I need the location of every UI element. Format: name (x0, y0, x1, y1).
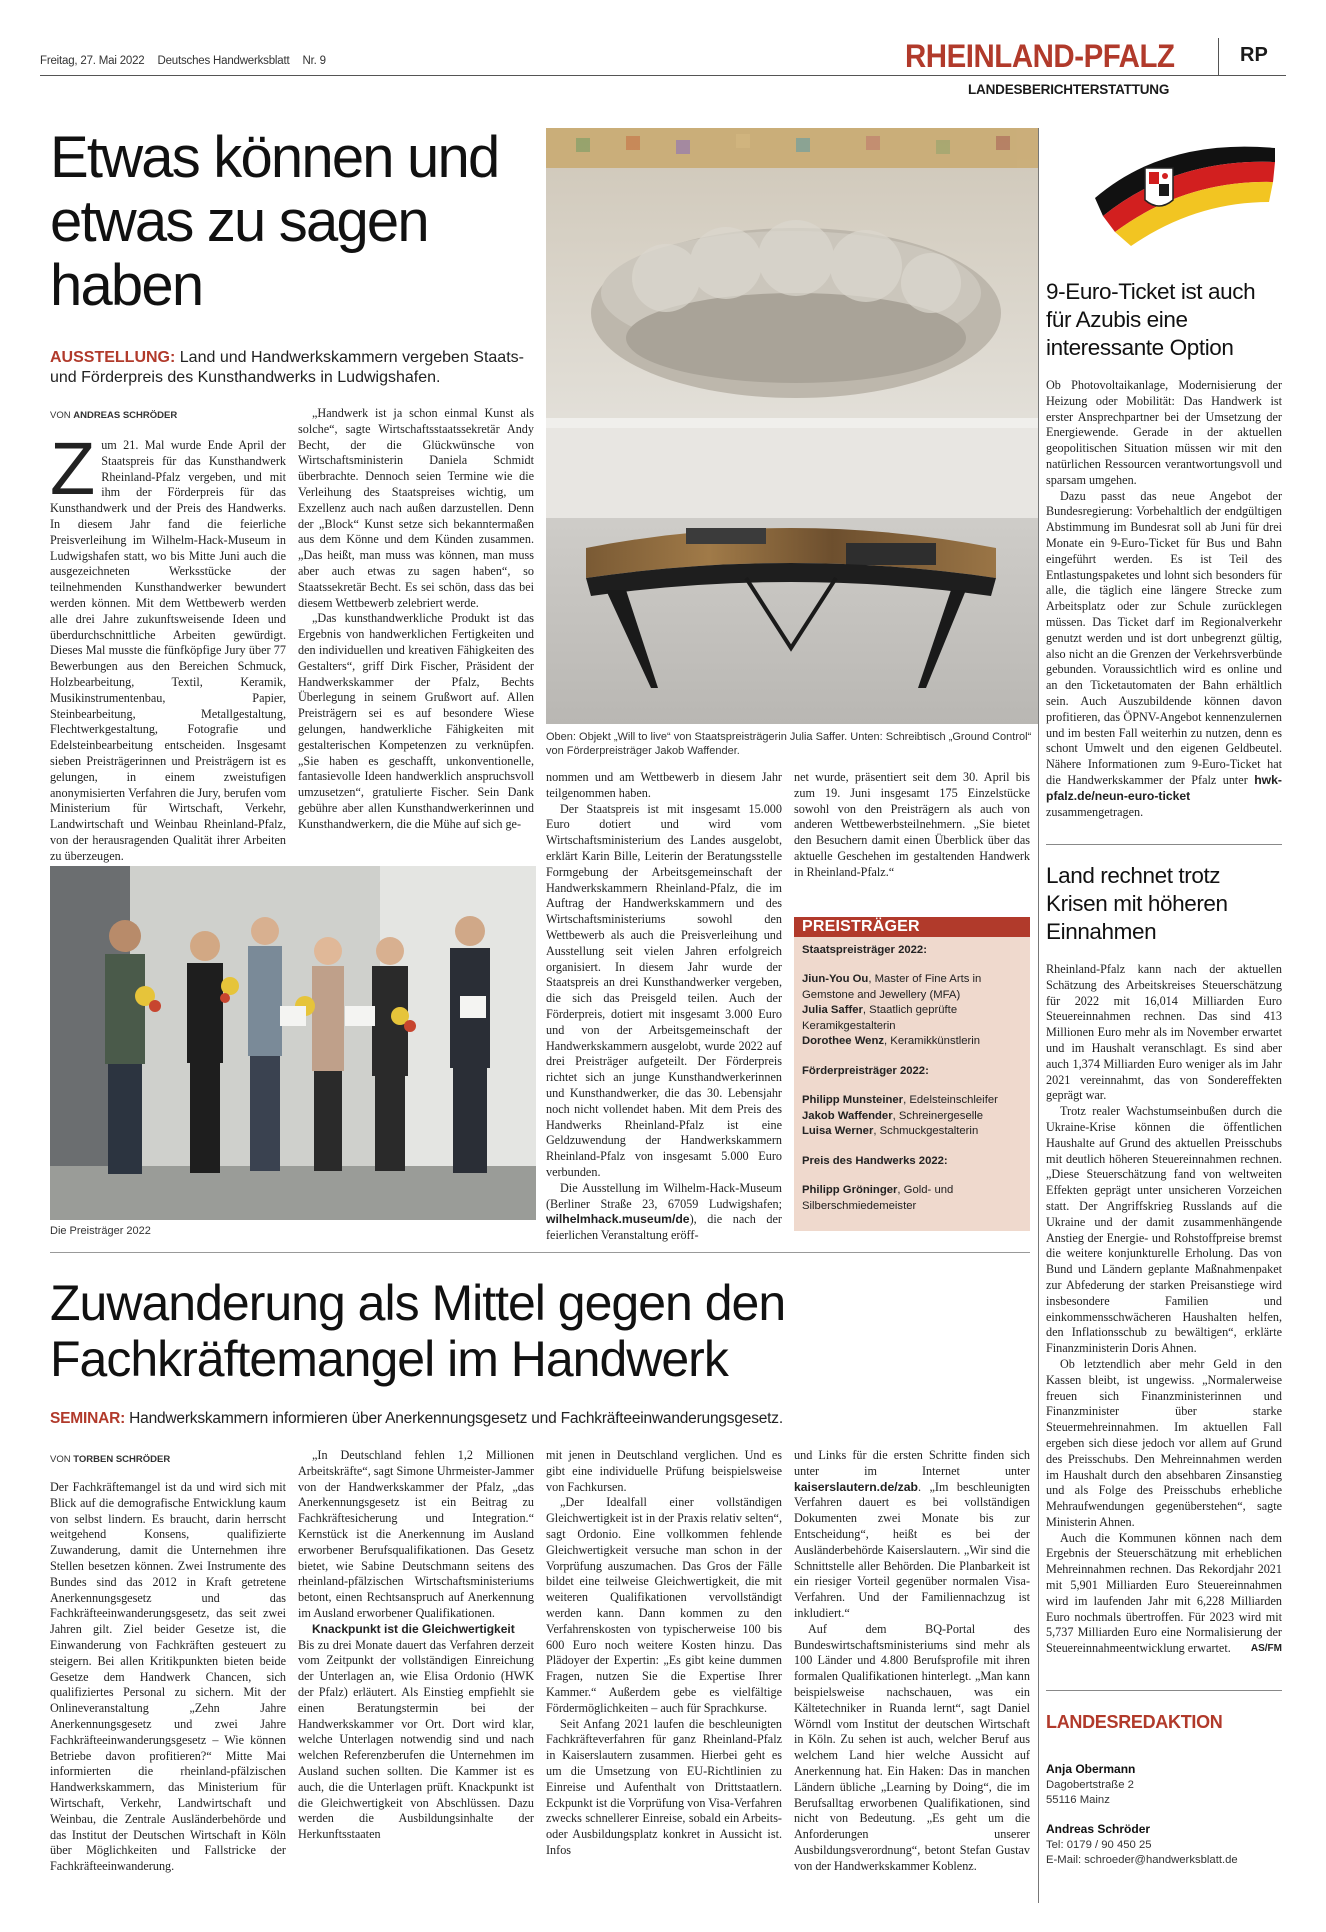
kicker-text: Handwerkskammern informieren über Anerkennungsgesetz und Fachkräfteeinwanderungsgesetz. (129, 1410, 783, 1427)
winner-desc: , Gold- und Silberschmiedemeister (802, 1184, 954, 1212)
article-headline: Zuwanderung als Mittel gegen den Fachkräftemangel im Handwerk (50, 1275, 786, 1387)
group-photo-caption: Die Preisträger 2022 (50, 1225, 151, 1237)
editorial-title: LANDESREDAKTION (1046, 1712, 1223, 1732)
author-signature: AS/FM (1250, 1643, 1282, 1655)
winner-desc: , Schreinergeselle (892, 1109, 984, 1122)
article-column-1 (50, 427, 286, 865)
paragraph: Seit Anfang 2021 laufen die beschleunigten Fachkräfteverfahren für ganz Rheinland-Pfalz in Kaiserslautern zusammen. Hierbei geht es um die Umsetzung von EU-Richtlinien zu Einreise und Aufenthalt von Drittstaatlern. Eckpunkt ist die Vorprüfung von Visa-Verfahren zwecks schnellerer Einreise, sobald ein Arbeits- oder Ausbildungsplatz konkret in Aussicht ist. Infos (546, 1716, 782, 1857)
winner-desc: , Master of Fine Arts in Gemstone and Jewellery (MFA) (802, 973, 982, 1001)
editorial-contacts (1046, 1762, 1282, 1868)
article-kicker (50, 1410, 1030, 1428)
paragraph: mit jenen in Deutschland verglichen. Und es gibt eine individuelle Prüfung beispielsweise von Fachkursen. (546, 1448, 782, 1494)
text: . „Im beschleunigten Verfahren dauert es bei vollständigen Dokumenten zwei Monate bis zur Entscheidung“, heißt es bei der Ausländerbehörde Kaiserslautern. „Wir sind die Schnittstelle aller Behörden. Die Planbarkeit ist ein riesiger Vorteil gegenüber normalen Visa-Verfahren. Und der Familiennachzug ist inkludiert.“ (794, 1479, 1030, 1620)
prize-group (802, 1064, 1022, 1140)
region-title: RHEINLAND-PFALZ (905, 38, 1175, 74)
paragraph: um 21. Mal wurde Ende April der Staatspreis für das Kunsthandwerk Rheinland-Pfalz vergeben, und mit ihm der Förderpreis für das Kunsthandwerk und der Preis des Handwerks. In diesem Jahr fand die feierliche Preisverleihung im Wilhelm-Hack-Museum in Ludwigshafen statt, wo bis Mitte Juni auch die ausgezeichneten Werksstücke der teilnehmenden Kunsthandwerker bewundert werden können. Mit dem Wettbewerb werden alle drei Jahre zukunftsweisende Ideen und überdurchschnittliche Arbeiten gewürdigt. Dieses Mal musste die fünfköpfige Jury über 77 Bewerbungen aus den Bereichen Schmuck, Holzbearbeitung, Textil, Keramik, Musikinstrumentenbau, Papier, Steinbearbeitung, Metallgestaltung, Flechtwerkgestaltung, Fotografie und Edelsteinbearbeitung entscheiden. Insgesamt sieben Preisträgerinnen und Preisträgern ist es gelungen, in einem zweistufigen anonymisierten Verfahren die Jury, berufen vom Ministerium für Wirtschaft, Verkehr, Landwirtschaft und Weinbau Rheinland-Pfalz, von der herausragenden Qualität ihrer Arbeiten zu überzeugen. (50, 438, 286, 863)
paragraph: Der Staatspreis ist mit insgesamt 15.000 Euro dotiert und wird vom Wirtschaftsministerium des Landes ausgelobt, erklärt Karin Bille, Leiterin der Beratungsstelle Formgebung der Arbeitsgemeinschaft der Handwerkskammern Rheinland-Pfalz, die im Auftrag der Handwerkskammern und des Wirtschaftsministeriums sowohl den Wettbewerb als auch die Preisverleihung und Ausstellung seit vielen Jahren erfolgreich organisiert. In diesem Jahr wurde der Staatspreis an drei Kunsthandwerker vergeben, die sich das Preisgeld teilen. Auch der Förderpreis, dotiert mit insgesamt 3.000 Euro und von der Arbeitsgemeinschaft der Handwerkskammern ausgelobt, wurde 2022 auf drei Preisträger aufgeteilt. Der Förderpreis richtet sich an junge Kunsthandwerkerinnen und Kunsthandwerker, die das 30. Lebensjahr noch nicht vollendet haben. Mit dem Preis des Handwerks Rheinland-Pfalz ist eine Geldzuwendung der Handwerkskammern Rheinland-Pfalz von insgesamt 5.000 Euro verbunden. (546, 801, 782, 1179)
exhibit-photo (546, 128, 1038, 724)
winner-name: Jakob Waffender (802, 1109, 893, 1122)
article-column-2 (298, 406, 534, 833)
contact-name: Anja Obermann (1046, 1762, 1136, 1776)
paragraph: Auf dem BQ-Portal des Bundeswirtschaftsministeriums sind mehr als 100 Länder und 4.800 Berufsprofile mit ihren formalen Qualifikationen hinterlegt. „Man kann beispielsweise nachschauen, was ein Kältetechniker in Ruanda lernt“, sagt Daniel Wörndl vom Institut der deutschen Wirtschaft in Köln. Zu sehen ist auch, welcher Beruf aus welchem Land hier welche Aussicht auf Anerkennung hat. Ein Haken: Das in manchen Ländern übliche „Learning by Doing“, die im Berufsalltag erworbenen Qualifikationen, sind nicht von Bedeutung. „Es geht um die Anforderungen unserer Ausbildungsverordnung“, betont Stefan Gustav von der Handwerkskammer Koblenz. (794, 1621, 1030, 1873)
article-column-1 (50, 1480, 286, 1875)
article-column-4 (794, 770, 1030, 881)
paragraph: „In Deutschland fehlen 1,2 Millionen Arbeitskräfte“, sagt Simone Uhrmeister-Jammer von der Handwerkskammer der Pfalz, „das Anerkennungsgesetz ist ein Beitrag zu Fachkräftesicherung und Integration.“ Kernstück ist die Anerkennung im Ausland erworbener Berufsqualifikationen. Das Gesetz bietet, wie Sabine Deutschmann seitens des rheinland-pfälzischen Wirtschaftsministeriums betont, einen Rechtsanspruch auf Anerkennung im Ausland erworbener Qualifikationen. (298, 1448, 534, 1620)
prize-winners-box (794, 917, 1030, 1231)
issue-date: Freitag, 27. Mai 2022 (40, 55, 145, 67)
byline (50, 1454, 170, 1465)
paragraph: Ob letztendlich aber mehr Geld in den Kassen bleibt, ist ungewiss. „Normalerweise freuen sich Finanzministerinnen und Finanzminister über starke Steuermehreinnahmen. Im aktuellen Fall ergeben sich diese jedoch vor allem auf Grund des Preisschubs. Den Mehreinnahmen werden im Haushalt durch den absehbaren Zinsanstieg und als Folge des Preisschubs erhebliche Mehraufwendungen gegenüberstehen“, sagte Ministerin Ahnen. (1046, 1356, 1282, 1529)
text: und Links für die ersten Schritte finden sich unter im Internet unter (794, 1448, 1030, 1478)
winner-desc: , Schmuckgestalterin (873, 1125, 979, 1137)
text: Auch die Kommunen können nach dem Ergebnis der Steuerschätzung mit erheblichen Mehreinnahmen rechnen. Das Rekordjahr 2021 mit 5,901 Milliarden Euro Steuereinnahmen wird im laufenden Jahr mit 6,228 Milliarden Euro nochmals übertroffen. Für 2023 wird mit 5,737 Milliarden Euro eine Normalisierung der Steuereinnahmeentwicklung erwartet. (1046, 1530, 1282, 1656)
exhibit-photo-illustration (546, 128, 1038, 724)
sidebar-headline: 9-Euro-Ticket ist auch für Azubis eine interessante Option (1046, 279, 1256, 360)
paragraph: Ob Photovoltaikanlage, Modernisierung der Heizung oder Mobilität: Das Handwerk ist erster Ansprechpartner bei der Umsetzung der Energiewende. Gerade in der aktuellen geopolitischen Situation müssen wir mit den natürlichen Ressourcen verantwortungsvoll und sparsam umgehen. (1046, 378, 1282, 487)
paragraph (546, 1181, 782, 1244)
article-column-3 (546, 770, 782, 1244)
ticket-info-link[interactable]: hwk-pfalz.de/neun-euro-ticket (1046, 772, 1282, 803)
byline (50, 410, 177, 421)
winner-desc: , Keramikkünstlerin (884, 1035, 981, 1047)
sidebar-article-body (1046, 378, 1282, 820)
winner-name: Luisa Werner (802, 1125, 874, 1137)
article-kicker (50, 348, 540, 388)
paragraph (1046, 1531, 1282, 1657)
kicker-label: AUSSTELLUNG: (50, 349, 176, 366)
paragraph: net wurde, präsentiert seit dem 30. April bis zum 19. Juni insgesamt 175 Einzelstücke sowohl von den Preisträgern als auch von anderen Wettbewerbsteilnehmern. „Sie bietet den Besuchern damit einen Überblick über das aktuelle Geschehen im gestaltenden Handwerk in Rheinland-Pfalz.“ (794, 770, 1030, 879)
byline-prefix: VON (50, 1454, 71, 1465)
prize-group-heading: Preis des Handwerks 2022: (802, 1154, 948, 1167)
paragraph: „Der Idealfall einer vollständigen Gleichwertigkeit ist in der Praxis relativ selten“, sagt Ordonio. Eine vollkommen fehlende Gleichwertigkeit versuche man schon in der Vorprüfung auszumachen. Das Gros der Fälle bildet eine teilweise Gleichwertigkeit, die mit weiteren Qualifikationen vervollständigt werden kann. Dann kommen zu den Verfahrenskosten von typischerweise 100 bis 600 Euro noch weitere Kosten hinzu. Das Plädoyer der Expertin: „Es gibt keine dummen Fragen, nutzen Sie die Expertise Ihrer Kammer.“ Außerdem gebe es vielfältige Fördermöglichkeiten – auch für Sprachkurse. (546, 1495, 782, 1715)
exhibit-photo-caption: Oben: Objekt „Will to live“ von Staatspreisträgerin Julia Saffer. Unten: Schreibtisch „Ground Control“ von Förderpreisträger Jakob Waffender. (546, 731, 1032, 757)
flag-icon (1085, 128, 1285, 248)
paragraph (794, 1448, 1030, 1622)
header-divider (1218, 38, 1219, 76)
sidebar-article-body (1046, 962, 1282, 1657)
sidebar-separator (1046, 844, 1282, 845)
prize-group (802, 943, 1022, 1050)
prize-entry (802, 1124, 1022, 1140)
prize-entry (802, 1093, 1022, 1109)
article-column-3 (546, 1448, 782, 1859)
winner-name: Dorothee Wenz (802, 1035, 885, 1047)
paragraph: Trotz realer Wachstumseinbußen durch die Ukraine-Krise können die öffentlichen Haushalte auf Grund des aktuellen Preisschubs mit deutlich höheren Steuereinnahmen rechnen. „Diese Steuerschätzung fand von weltweiten Effekten geprägt unter unsicheren Vorzeichen statt. Der Angriffskrieg Russlands auf die Ukraine und der damit zusammenhängende Anstieg der Energie- und Rohstoffpreise bremst die weitere konjunkturelle Erholung. Das von Bund und Ländern geplante Maßnahmenpaket zur Abfederung der starken Preisanstiege wird insbesondere Familien und einkommensschwächeren Haushalten helfen, den Inflationsschub zu bewältigen“, erklärte Finanzministerin Doris Ahnen. (1046, 1104, 1282, 1356)
winner-name: Jiun-You Ou (802, 973, 869, 985)
kicker-label: SEMINAR: (50, 1410, 126, 1427)
prize-entry (802, 1183, 1022, 1214)
article-headline: Etwas können und etwas zu sagen haben (50, 125, 499, 318)
contact-name: Andreas Schröder (1046, 1822, 1151, 1836)
text: ), die nach der feierlichen Veranstaltung eröff- (546, 1212, 782, 1243)
paragraph: „Das kunsthandwerkliche Produkt ist das Ergebnis von handwerklichen Fertigkeiten und den individuellen und kreativen Fähigkeiten des Gestalters“, griff Dirk Fischer, Präsident der Handwerkskammer der Pfalz, Bechts Überlegung in seinem Grußwort auf. Allen Preisträgern sei es auf besondere Wiese gelungen, handwerkliche Fähigkeiten mit gestalterischen Kompetenzen zu verknüpfen. „Sie haben es geschafft, unkonventionelle, fantasievolle Ideen handwerklich anspruchsvoll umzusetzen“, gratulierte Fischer. Sein Dank gebühre aber allen Kunsthandwerkerinnen und Kunsthandwerkern, die die Mühe auf sich ge- (298, 611, 534, 831)
paragraph: „Handwerk ist ja schon einmal Kunst als solche“, sagte Wirtschaftsstaatssekretär Andy Becht, der die Glückwünsche von Wirtschaftsministerin Daniela Schmidt überbrachte. Dennoch seien Termine wie die Verleihung des Staatspreises wichtig, um Exzellenz auch nach außen darzustellen. Denn der „Block“ Kunst setze sich bekanntermaßen aus dem Könne und dem Künden zusammen. „Das heißt, man muss was können, man muss aber auch etwas zu sagen haben“, so Staatssekretär Becht. Es sei schön, dass das bei diesem Wettbewerb zelebriert werde. (298, 406, 534, 610)
prize-entry (802, 1109, 1022, 1125)
prize-entry (802, 972, 1022, 1003)
group-photo (50, 866, 536, 1220)
kaiserslautern-link[interactable]: kaiserslautern.de/zab (794, 1479, 918, 1494)
paragraph: nommen und am Wettbewerb in diesem Jahr teilgenommen haben. (546, 770, 782, 800)
contact-street: Dagobertstraße 2 (1046, 1779, 1134, 1791)
byline-author: ANDREAS SCHRÖDER (73, 410, 178, 421)
subheading: Knackpunkt ist die Gleichwertigkeit (312, 1621, 515, 1636)
sidebar-headline: Land rechnet trotz Krisen mit höheren Einnahmen (1046, 863, 1228, 944)
byline-author: TORBEN SCHRÖDER (73, 1454, 171, 1465)
winner-desc: , Edelsteinschleifer (903, 1094, 998, 1106)
region-code: RP (1240, 44, 1268, 66)
sidebar-separator (1046, 1690, 1282, 1691)
header-rule (40, 75, 1286, 76)
text: Die Ausstellung im Wilhelm-Hack-Museum (Berliner Straße 23, 67059 Ludwigshafen; (546, 1180, 782, 1211)
winner-name: Julia Saffer (802, 1004, 863, 1016)
byline-prefix: VON (50, 410, 71, 421)
paragraph: Der Fachkräftemangel ist da und wird sich mit Blick auf die demografische Entwicklung kaum von selbst lindern. Es braucht, darin herrscht weitgehend Konsens, qualifizierte Zuwanderung, damit die Unternehmen ihre Stellen besetzen können. Zwei Instrumente des Bundes sind das 2012 in Kraft getretene Anerkennungsgesetz und das Fachkräfteeinwanderungsgesetz, das seit zwei Jahren gilt. Ziel beider Gesetze ist, die Einwanderung von Fachkräften gesteuert zu steigern. Bei allen Kritikpunkten bieten beide Gesetze dem Handwerk Chancen, sich qualifiziertes Personal zu sichern. Mit der Onlineveranstaltung „Zehn Jahre Anerkennungsgesetz und zwei Jahre Fachkräfteeinwanderungsgesetz – Wie können Betriebe davon profitieren?“ Mitte Mai informierten die rheinland-pfälzischen Handwerkskammern, das Ministerium für Wirtschaft, Verkehr, Landwirtschaft und Weinbau, die Zentrale Ausländerbehörde und das Institut der Deutschen Wirtschaft in Köln über Möglichkeiten und Fallstricke der Fachkräfteeinwanderung. (50, 1480, 286, 1874)
prize-group-heading: Staatspreisträger 2022: (802, 943, 927, 956)
contact-email[interactable]: E-Mail: schroeder@handwerksblatt.de (1046, 1854, 1238, 1866)
contact-city: 55116 Mainz (1046, 1794, 1110, 1806)
text: Dazu passt das neue Angebot der Bundesregierung: Vorbehaltlich der endgültigen Abstimmung im Bundesrat soll ab Juni für drei Monate ein 9-Euro-Ticket für Bus und Bahn eingeführt werden. Es ist Teil des Entlastungspaketes und lohnt sich besonders für alle, die täglich eine längere Strecke zum Arbeitsplatz oder zur Schule zurücklegen müssen. Das Ticket darf im Regionalverkehr genutzt werden und ist dort unbegrenzt gültig, also nicht an die Grenzen der Verkehrsverbünde gebunden. Voraussichtlich wird es online und an den Ticketautomaten der Bahn erhältlich sein. Auch Auszubildende können davon profitieren, das ÖPNV-Angebot kennenzulernen und im besten Fall weiterhin zu nutzen, denn es schont Umwelt und den eigenen Geldbeutel. Nähere Informationen zum 9-Euro-Ticket hat die Handwerkskammer der Pfalz unter (1046, 488, 1282, 787)
paragraph: Rheinland-Pfalz kann nach der aktuellen Schätzung des Arbeitskreises Steuerschätzung für 2022 mit 16,014 Milliarden Euro Steuereinnahmen rechnen. Das sind 413 Millionen Euro mehr als im November erwartet und im Haushalt veranschlagt. Es sind aber auch 1,374 Milliarden Euro weniger als im Jahr 2021 vereinnahmt, das von Sondereffekten geprägt war. (1046, 962, 1282, 1103)
section-title: LANDESBERICHTERSTATTUNG (968, 82, 1170, 97)
prize-entry (802, 1034, 1022, 1050)
prize-group-heading: Förderpreisträger 2022: (802, 1064, 929, 1077)
issue-number: Nr. 9 (302, 55, 326, 67)
winner-name: Philipp Munsteiner (802, 1094, 904, 1106)
museum-link[interactable]: wilhelmhack.museum/de (546, 1212, 690, 1227)
prize-entry (802, 1003, 1022, 1034)
prize-box-title: PREISTRÄGER (794, 917, 1030, 937)
article-separator (50, 1252, 1030, 1253)
article-column-4 (794, 1448, 1030, 1875)
article-column-2 (298, 1448, 534, 1843)
column-separator (1038, 128, 1039, 1903)
contact-phone[interactable]: Tel: 0179 / 90 450 25 (1046, 1839, 1152, 1851)
prize-group (802, 1154, 1022, 1215)
paragraph: Bis zu drei Monate dauert das Verfahren derzeit vom Zeitpunkt der vollständigen Einreichung der Unterlagen an, wie Elisa Ordonio (HWK der Pfalz) erläutert. Als Einstieg empfiehlt sie einen Beratungstermin bei der Handwerkskammer vor Ort. Dort wird klar, welche Unterlagen notwendig sind und nach welchen Referenzberufen die Unternehmen im Ausland suchen sollten. Die Kammer ist es auch, die die Unterlagen prüft. Knackpunkt ist die Gleichwertigkeit von Abschlüssen. Dazu werden die Ausbildungsinhalte der Herkunftsstaaten (298, 1637, 534, 1842)
paragraph (1046, 489, 1282, 821)
drop-cap: Z (50, 427, 96, 510)
winner-desc: , Staatlich geprüfte Keramikgestalterin (802, 1004, 958, 1032)
kicker-text: Land und Handwerkskammern vergeben Staats- und Förderpreis des Kunsthandwerks in Ludwigshafen. (50, 349, 524, 386)
header-meta (40, 55, 336, 67)
publication-name: Deutsches Handwerksblatt (157, 55, 290, 67)
winner-name: Philipp Gröninger (802, 1184, 898, 1196)
state-flag-graphic (1085, 128, 1285, 248)
text: zusammengetragen. (1046, 804, 1144, 819)
group-photo-illustration (50, 866, 536, 1220)
